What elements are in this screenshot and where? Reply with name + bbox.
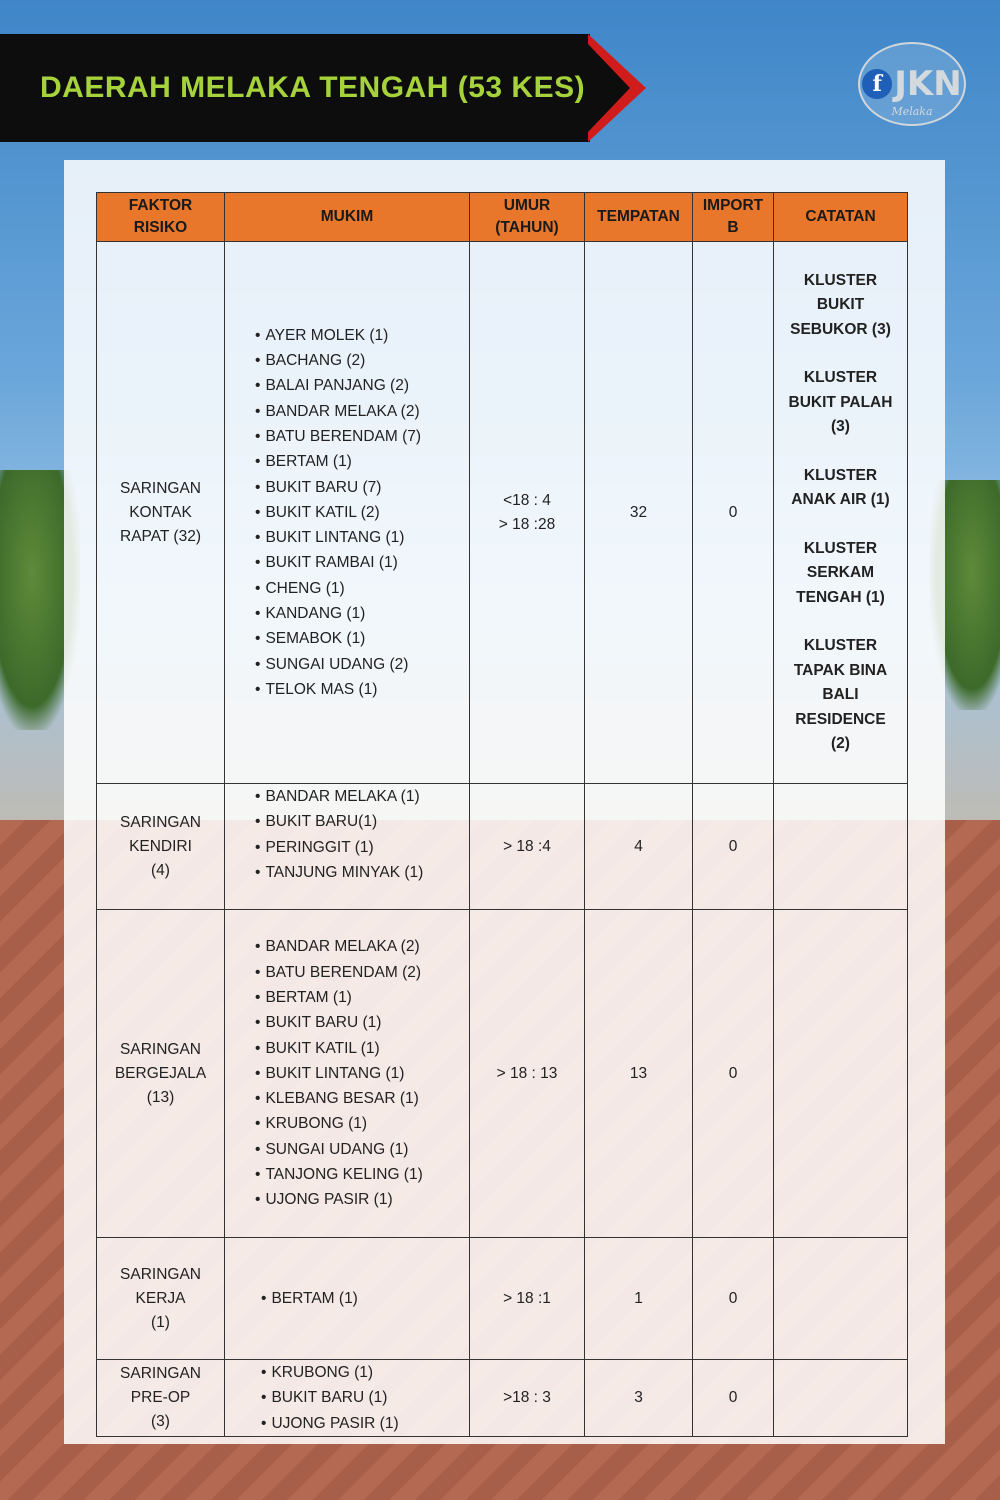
umur-line: >18 : 3: [503, 1388, 551, 1406]
list-item: • BERTAM (1): [261, 1286, 469, 1311]
list-item: • KRUBONG (1): [255, 1111, 469, 1136]
tempatan-cell: 1: [585, 1238, 693, 1360]
mukim-cell: [225, 910, 470, 1238]
table-row: [97, 910, 908, 1238]
list-item: • BUKIT BARU (1): [261, 1385, 469, 1410]
faktor-line: KENDIRI: [129, 837, 192, 855]
mukim-list: [225, 784, 469, 885]
logo-text: JKN: [894, 64, 962, 104]
umur-line: > 18 :28: [498, 515, 556, 533]
note-line: RESIDENCE: [795, 710, 886, 728]
mukim-cell: [225, 1238, 470, 1360]
note-line: (2): [831, 735, 850, 752]
note-line: (3): [831, 418, 850, 435]
header-import: IMPORT B: [693, 193, 774, 242]
jkn-logo: [858, 42, 966, 126]
catatan-cell: [774, 1360, 908, 1437]
umur-line: > 18 :1: [503, 1289, 551, 1307]
list-item: • BUKIT LINTANG (1): [255, 525, 469, 550]
list-item: • TELOK MAS (1): [255, 677, 469, 702]
umur-cell: [470, 242, 585, 784]
list-item: • BANDAR MELAKA (2): [255, 934, 469, 959]
table-row: [97, 784, 908, 910]
kluster-note: [780, 537, 901, 611]
list-item: • KANDANG (1): [255, 601, 469, 626]
import-cell: 0: [693, 1238, 774, 1360]
umur-cell: [470, 784, 585, 910]
faktor-line: KERJA: [135, 1289, 186, 1307]
list-item: • SEMABOK (1): [255, 626, 469, 651]
table-row: [97, 242, 908, 784]
note-line: BALI: [822, 686, 859, 703]
list-item: • BANDAR MELAKA (1): [255, 784, 469, 809]
note-line: TENGAH (1): [796, 588, 885, 606]
list-item: • SUNGAI UDANG (1): [255, 1137, 469, 1162]
kluster-note: [780, 269, 901, 343]
header-tempatan: TEMPATAN: [585, 193, 693, 242]
list-item: • BUKIT KATIL (1): [255, 1036, 469, 1061]
catatan-cell: [774, 242, 908, 784]
faktor-risiko-cell: [97, 784, 225, 910]
faktor-line: BERGEJALA: [114, 1064, 207, 1082]
note-line: SERKAM: [806, 564, 875, 581]
facebook-icon: f: [862, 69, 892, 99]
umur-cell: [470, 1238, 585, 1360]
import-cell: 0: [693, 784, 774, 910]
faktor-line: SARINGAN: [120, 813, 201, 831]
faktor-line: (13): [146, 1088, 175, 1106]
page-title: DAERAH MELAKA TENGAH (53 KES): [40, 71, 586, 104]
tempatan-cell: 13: [585, 910, 693, 1238]
list-item: • KRUBONG (1): [261, 1360, 469, 1385]
header-catatan: CATATAN: [774, 193, 908, 242]
umur-line: > 18 :4: [503, 837, 551, 855]
catatan-cell: [774, 910, 908, 1238]
list-item: • BACHANG (2): [255, 348, 469, 373]
list-item: • SUNGAI UDANG (2): [255, 652, 469, 677]
umur-line: > 18 : 13: [496, 1064, 558, 1082]
kluster-note: [780, 366, 901, 440]
list-item: • BATU BERENDAM (7): [255, 424, 469, 449]
tempatan-cell: 3: [585, 1360, 693, 1437]
list-item: • BUKIT BARU (7): [255, 475, 469, 500]
table-header-row: [97, 193, 908, 242]
list-item: • BERTAM (1): [255, 449, 469, 474]
note-line: KLUSTER: [803, 466, 878, 484]
header-umur: UMUR (TAHUN): [470, 193, 585, 242]
mukim-list: [225, 323, 469, 702]
faktor-risiko-cell: [97, 910, 225, 1238]
mukim-cell: [225, 242, 470, 784]
header-faktor-risiko: FAKTOR RISIKO: [97, 193, 225, 242]
list-item: • TANJONG KELING (1): [255, 1162, 469, 1187]
mukim-cell: [225, 784, 470, 910]
list-item: • UJONG PASIR (1): [261, 1411, 469, 1436]
umur-cell: [470, 1360, 585, 1437]
list-item: • UJONG PASIR (1): [255, 1187, 469, 1212]
kluster-note: [780, 634, 901, 757]
list-item: • BUKIT KATIL (2): [255, 500, 469, 525]
faktor-line: SARINGAN: [120, 1364, 201, 1382]
list-item: • AYER MOLEK (1): [255, 323, 469, 348]
table-row: [97, 1360, 908, 1437]
tempatan-cell: 4: [585, 784, 693, 910]
list-item: • BANDAR MELAKA (2): [255, 399, 469, 424]
list-item: • PERINGGIT (1): [255, 835, 469, 860]
faktor-line: SARINGAN: [120, 1265, 201, 1283]
list-item: • TANJUNG MINYAK (1): [255, 860, 469, 885]
case-table: [96, 192, 908, 1437]
list-item: • BUKIT BARU (1): [255, 1010, 469, 1035]
mukim-list: [225, 934, 469, 1212]
list-item: • KLEBANG BESAR (1): [255, 1086, 469, 1111]
list-item: • CHENG (1): [255, 576, 469, 601]
header-mukim: MUKIM: [225, 193, 470, 242]
note-line: KLUSTER: [803, 369, 878, 386]
note-line: SEBUKOR (3): [790, 320, 891, 338]
catatan-cell: [774, 784, 908, 910]
faktor-line: (4): [151, 861, 170, 879]
list-item: • BERTAM (1): [255, 985, 469, 1010]
note-line: BUKIT: [816, 296, 865, 313]
mukim-cell: [225, 1360, 470, 1437]
note-line: TAPAK BINA: [793, 661, 888, 679]
faktor-risiko-cell: [97, 242, 225, 784]
faktor-line: (1): [151, 1313, 170, 1331]
list-item: • BUKIT BARU(1): [255, 809, 469, 834]
note-line: KLUSTER: [803, 637, 878, 654]
table-row: [97, 1238, 908, 1360]
faktor-line: PRE-OP: [130, 1388, 191, 1406]
kluster-note: [780, 464, 901, 513]
faktor-line: KONTAK: [129, 503, 192, 521]
faktor-line: (3): [151, 1412, 170, 1430]
umur-line: <18 : 4: [503, 491, 551, 509]
import-cell: 0: [693, 910, 774, 1238]
list-item: • BATU BERENDAM (2): [255, 960, 469, 985]
umur-cell: [470, 910, 585, 1238]
faktor-line: RAPAT (32): [120, 527, 201, 545]
catatan-cell: [774, 1238, 908, 1360]
mukim-list: [225, 1360, 469, 1436]
logo-subtitle: Melaka: [891, 105, 933, 118]
note-line: KLUSTER: [803, 539, 878, 557]
list-item: • BUKIT RAMBAI (1): [255, 550, 469, 575]
list-item: • BALAI PANJANG (2): [255, 373, 469, 398]
note-line: BUKIT PALAH: [788, 393, 893, 411]
title-banner: [0, 34, 590, 142]
mukim-list: [225, 1286, 469, 1311]
import-cell: 0: [693, 242, 774, 784]
faktor-risiko-cell: [97, 1360, 225, 1437]
list-item: • BUKIT LINTANG (1): [255, 1061, 469, 1086]
banner-arrow-inner: [588, 44, 630, 132]
faktor-line: SARINGAN: [120, 479, 201, 497]
faktor-line: SARINGAN: [120, 1040, 201, 1058]
tempatan-cell: 32: [585, 242, 693, 784]
faktor-risiko-cell: [97, 1238, 225, 1360]
note-line: KLUSTER: [803, 271, 878, 289]
import-cell: 0: [693, 1360, 774, 1437]
note-line: ANAK AIR (1): [791, 491, 890, 508]
